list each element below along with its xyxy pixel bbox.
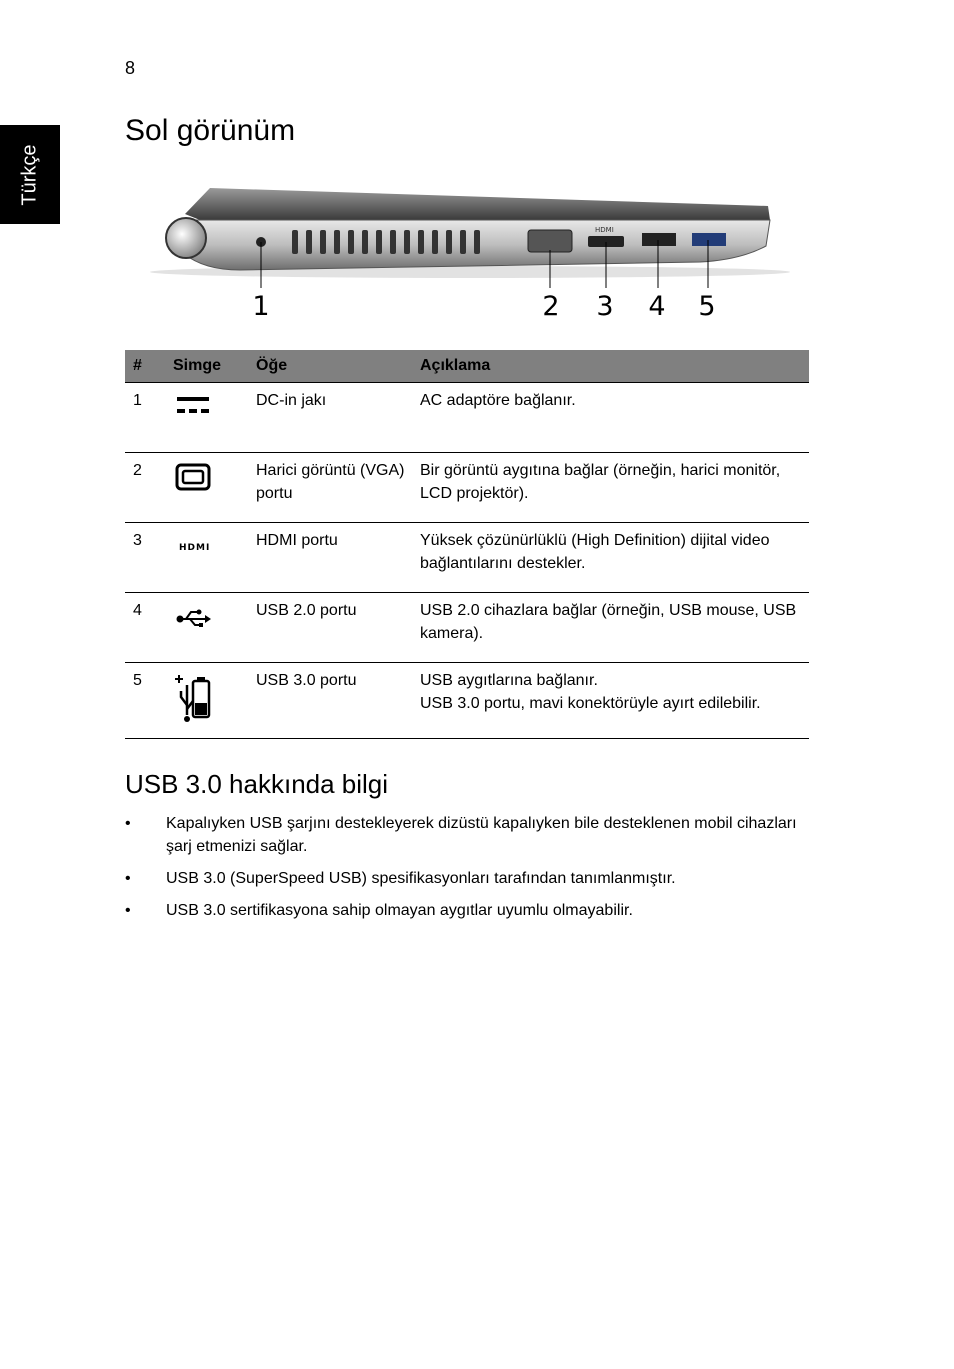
table-row [125,663,809,739]
port-table [125,350,809,739]
section-subtitle: USB 3.0 hakkında bilgi [125,769,389,799]
callout-3: 3 [596,291,614,322]
row-num: 5 [125,663,165,739]
callout-2: 2 [542,291,560,322]
usb-icon [173,603,213,629]
row-item: Harici görüntü (VGA) portu [248,453,412,523]
hinge-barrel [166,218,206,258]
row-item: USB 2.0 portu [248,593,412,663]
header-num: # [125,350,165,383]
header-desc: Açıklama [412,350,809,383]
bullet-text: USB 3.0 sertifikasyona sahip olmayan aygıtlar uyumlu olmayabilir. [166,902,633,919]
header-item: Öğe [248,350,412,383]
table-row [125,523,809,593]
row-desc: Yüksek çözünürlüklü (High Definition) dijital video bağlantılarını destekler. [412,523,809,593]
row-item: USB 3.0 portu [248,663,412,739]
row-desc-line-2: USB 3.0 portu, mavi konektörüyle ayırt edilebilir. [420,695,761,712]
vga-monitor-icon [173,463,213,493]
row-icon [165,383,248,453]
dc-in-icon [173,393,213,419]
hdmi-icon: HDMI [179,543,211,553]
usb-charge-icon [173,673,219,725]
row-desc-line-1: USB aygıtlarına bağlanır. [420,672,598,689]
header-icon: Simge [165,350,248,383]
language-tab [0,125,60,224]
bullet-icon: • [125,815,131,832]
list-item [125,812,805,858]
row-icon [165,663,248,739]
laptop-left-side-figure [140,180,800,330]
hdmi-port-label: HDMI [595,226,614,234]
table-row [125,453,809,523]
row-num: 1 [125,383,165,453]
list-item [125,867,805,890]
bullet-icon: • [125,902,131,919]
bullet-text: Kapalıyken USB şarjını destekleyerek dizüstü kapalıyken bile desteklenen mobil cihazları şarj etmenizi sağlar. [166,815,797,855]
callout-1: 1 [252,291,270,322]
bullet-text: USB 3.0 (SuperSpeed USB) spesifikasyonları tarafından tanımlanmıştır. [166,870,676,887]
row-item: DC-in jakı [248,383,412,453]
row-item: HDMI portu [248,523,412,593]
row-desc: USB 2.0 cihazlara bağlar (örneğin, USB mouse, USB kamera). [412,593,809,663]
row-icon [165,453,248,523]
callout-4: 4 [648,291,666,322]
row-num: 2 [125,453,165,523]
row-num: 4 [125,593,165,663]
row-icon [165,593,248,663]
page-number: 8 [125,58,136,78]
callout-5: 5 [698,291,716,322]
page-title: Sol görünüm [125,114,296,147]
callout-numbers [252,291,715,322]
row-desc: AC adaptöre bağlanır. [412,383,809,453]
usb2-port [642,233,676,246]
row-icon [165,523,248,593]
table-header-row [125,350,809,383]
row-num: 3 [125,523,165,593]
usb3-port [692,233,726,246]
table-row [125,593,809,663]
laptop-lid [185,188,770,220]
language-tab-label: Türkçe [18,143,41,206]
vga-port [528,230,572,252]
bullet-list [125,812,805,931]
row-desc [412,663,809,739]
list-item [125,899,805,922]
bullet-icon: • [125,870,131,887]
table-row [125,383,809,453]
row-desc: Bir görüntü aygıtına bağlar (örneğin, harici monitör, LCD projektör). [412,453,809,523]
